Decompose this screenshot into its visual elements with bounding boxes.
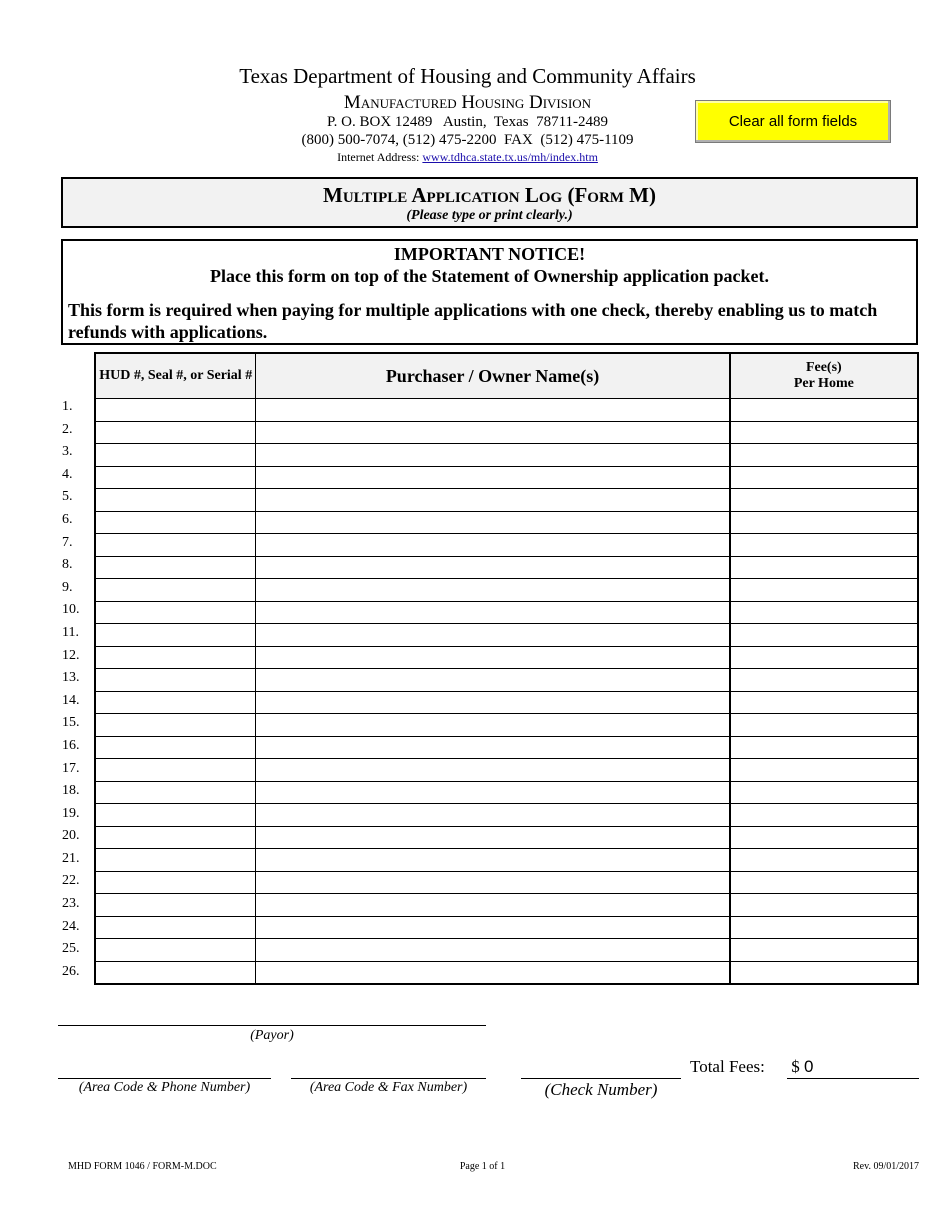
fee-input[interactable] <box>730 466 918 489</box>
fee-input[interactable] <box>730 669 918 692</box>
row-number: 1. <box>62 399 73 414</box>
fax-number-field[interactable] <box>291 1078 486 1079</box>
hud-seal-serial-input[interactable] <box>95 444 256 467</box>
row-number: 25. <box>62 941 80 957</box>
purchaser-owner-input[interactable] <box>256 669 730 692</box>
row-number: 7. <box>62 534 73 550</box>
hud-seal-serial-input[interactable] <box>95 579 256 602</box>
fee-input[interactable] <box>730 894 918 917</box>
fee-input[interactable] <box>730 556 918 579</box>
purchaser-owner-input[interactable] <box>256 444 730 467</box>
row-number: 15. <box>62 715 80 731</box>
purchaser-owner-input[interactable] <box>256 624 730 647</box>
hud-seal-serial-input[interactable] <box>95 849 256 872</box>
table-row <box>95 534 918 557</box>
row-number: 18. <box>62 783 80 799</box>
hud-seal-serial-input[interactable] <box>95 871 256 894</box>
hud-seal-serial-input[interactable] <box>95 466 256 489</box>
row-number: 10. <box>62 602 80 618</box>
website-link[interactable]: www.tdhca.state.tx.us/mh/index.htm <box>422 150 598 164</box>
row-number: 4. <box>62 466 73 482</box>
fee-input[interactable] <box>730 444 918 467</box>
table-row <box>95 871 918 894</box>
purchaser-owner-input[interactable] <box>256 646 730 669</box>
purchaser-owner-input[interactable] <box>256 579 730 602</box>
purchaser-owner-input[interactable] <box>256 759 730 782</box>
header-hud-seal-serial: HUD #, Seal #, or Serial # <box>95 353 256 399</box>
row-number: 11. <box>62 624 79 640</box>
row-number: 21. <box>62 850 80 866</box>
row-number: 20. <box>62 828 80 844</box>
per-home-label: Per Home <box>793 376 854 391</box>
form-subtitle: (Please type or print clearly.) <box>406 208 573 223</box>
table-row <box>95 601 918 624</box>
fee-input[interactable] <box>730 489 918 512</box>
fees-label: Fee(s) <box>805 360 842 375</box>
purchaser-owner-input[interactable] <box>256 826 730 849</box>
hud-seal-serial-input[interactable] <box>95 714 256 737</box>
application-log-table <box>94 352 919 985</box>
fee-input[interactable] <box>730 511 918 534</box>
row-number: 17. <box>62 760 80 776</box>
fee-input[interactable] <box>730 646 918 669</box>
fee-input[interactable] <box>730 781 918 804</box>
purchaser-owner-input[interactable] <box>256 714 730 737</box>
table-row <box>95 579 918 602</box>
table-row <box>95 556 918 579</box>
hud-seal-serial-input[interactable] <box>95 669 256 692</box>
purchaser-owner-input[interactable] <box>256 601 730 624</box>
fee-input[interactable] <box>730 736 918 759</box>
fee-input[interactable] <box>730 624 918 647</box>
row-number: 24. <box>62 918 80 934</box>
phone-number-label: (Area Code & Phone Number) <box>78 1080 251 1095</box>
fee-input[interactable] <box>730 691 918 714</box>
hud-seal-serial-input[interactable] <box>95 961 256 984</box>
table-row <box>95 489 918 512</box>
fee-input[interactable] <box>730 601 918 624</box>
revision-date: Rev. 09/01/2017 <box>852 1161 919 1172</box>
important-notice-box <box>61 239 918 345</box>
purchaser-owner-input[interactable] <box>256 399 730 422</box>
row-number: 12. <box>62 647 80 663</box>
row-number: 6. <box>62 511 73 527</box>
hud-seal-serial-input[interactable] <box>95 781 256 804</box>
row-number: 13. <box>62 670 80 686</box>
hud-seal-serial-input[interactable] <box>95 736 256 759</box>
hud-seal-serial-input[interactable] <box>95 894 256 917</box>
purchaser-owner-input[interactable] <box>256 511 730 534</box>
mailing-address: P. O. BOX 12489 Austin, Texas 78711-2489 <box>326 114 609 130</box>
hud-seal-serial-input[interactable] <box>95 691 256 714</box>
purchaser-owner-input[interactable] <box>256 421 730 444</box>
row-number: 8. <box>62 557 73 573</box>
table-row <box>95 736 918 759</box>
table-row <box>95 849 918 872</box>
table-row <box>95 646 918 669</box>
fee-input[interactable] <box>730 579 918 602</box>
purchaser-owner-input[interactable] <box>256 939 730 962</box>
hud-seal-serial-input[interactable] <box>95 916 256 939</box>
row-number-column <box>62 396 92 983</box>
form-title-box <box>61 177 918 228</box>
hud-seal-serial-input[interactable] <box>95 489 256 512</box>
purchaser-owner-input[interactable] <box>256 736 730 759</box>
currency-symbol: $ <box>791 1057 800 1076</box>
table-body <box>95 399 918 985</box>
hud-seal-serial-input[interactable] <box>95 624 256 647</box>
table-header-row <box>95 353 918 399</box>
table-row <box>95 624 918 647</box>
table-row <box>95 759 918 782</box>
purchaser-owner-input[interactable] <box>256 849 730 872</box>
purchaser-owner-input[interactable] <box>256 556 730 579</box>
row-number: 16. <box>62 737 80 753</box>
purchaser-owner-input[interactable] <box>256 534 730 557</box>
table-row <box>95 781 918 804</box>
purchaser-owner-input[interactable] <box>256 961 730 984</box>
clear-form-button[interactable]: Clear all form fields <box>695 100 891 143</box>
row-number: 3. <box>62 444 73 460</box>
row-number: 22. <box>62 873 80 889</box>
payor-label: (Payor) <box>250 1028 294 1043</box>
purchaser-owner-input[interactable] <box>256 489 730 512</box>
hud-seal-serial-input[interactable] <box>95 939 256 962</box>
fax-number-label: (Area Code & Fax Number) <box>309 1080 468 1095</box>
total-fees-label: Total Fees: <box>690 1057 765 1076</box>
hud-seal-serial-input[interactable] <box>95 601 256 624</box>
hud-seal-serial-input[interactable] <box>95 804 256 827</box>
table-row <box>95 961 918 984</box>
row-number: 2. <box>62 421 73 437</box>
agency-name: Texas Department of Housing and Community Affairs <box>239 64 696 88</box>
purchaser-owner-input[interactable] <box>256 916 730 939</box>
hud-seal-serial-input[interactable] <box>95 399 256 422</box>
purchaser-owner-input[interactable] <box>256 466 730 489</box>
phone-numbers: (800) 500-7074, (512) 475-2200 FAX (512) 475-1109 <box>301 132 634 148</box>
row-number: 26. <box>62 963 80 979</box>
form-title: Multiple Application Log (Form M) <box>323 183 656 207</box>
purchaser-owner-input[interactable] <box>256 804 730 827</box>
row-number: 19. <box>62 805 80 821</box>
internet-label: Internet Address: <box>337 150 423 164</box>
payor-signature-line[interactable] <box>58 1025 486 1026</box>
hud-seal-serial-input[interactable] <box>95 534 256 557</box>
page-number: Page 1 of 1 <box>459 1161 506 1172</box>
fee-input[interactable] <box>730 871 918 894</box>
hud-seal-serial-input[interactable] <box>95 556 256 579</box>
total-fees-underline <box>787 1078 919 1079</box>
fee-input[interactable] <box>730 939 918 962</box>
fee-input[interactable] <box>730 421 918 444</box>
table-row <box>95 669 918 692</box>
total-fees-field[interactable] <box>787 1057 919 1077</box>
form-number: MHD FORM 1046 / FORM-M.DOC <box>68 1161 217 1172</box>
row-number: 23. <box>62 896 80 912</box>
row-number: 9. <box>62 579 73 595</box>
table-row <box>95 466 918 489</box>
fee-input[interactable] <box>730 916 918 939</box>
table-row <box>95 399 918 422</box>
table-row <box>95 939 918 962</box>
fee-input[interactable] <box>730 804 918 827</box>
internet-address <box>0 150 935 165</box>
header-purchaser-owner: Purchaser / Owner Name(s) <box>256 353 730 399</box>
table-row <box>95 691 918 714</box>
table-row <box>95 894 918 917</box>
fee-input[interactable] <box>730 849 918 872</box>
division-name: Manufactured Housing Division <box>343 92 592 113</box>
fee-input[interactable] <box>730 714 918 737</box>
row-number: 5. <box>62 489 73 505</box>
hud-seal-serial-input[interactable] <box>95 511 256 534</box>
purchaser-owner-input[interactable] <box>256 894 730 917</box>
purchaser-owner-input[interactable] <box>256 781 730 804</box>
check-number-label: (Check Number) <box>544 1080 658 1099</box>
fee-input[interactable] <box>730 826 918 849</box>
notice-line-1: Place this form on top of the Statement of Ownership application packet. <box>210 266 769 286</box>
purchaser-owner-input[interactable] <box>256 871 730 894</box>
table-row <box>95 804 918 827</box>
notice-line-2: This form is required when paying for multiple applications with one check, thereby enabling us to match refunds with applications. <box>68 300 878 342</box>
fee-input[interactable] <box>730 759 918 782</box>
table-row <box>95 511 918 534</box>
notice-heading: IMPORTANT NOTICE! <box>393 244 586 264</box>
fee-input[interactable] <box>730 534 918 557</box>
hud-seal-serial-input[interactable] <box>95 826 256 849</box>
table-row <box>95 714 918 737</box>
header-fees-per-home <box>730 353 918 399</box>
hud-seal-serial-input[interactable] <box>95 421 256 444</box>
check-number-field[interactable] <box>521 1078 681 1079</box>
table-row <box>95 826 918 849</box>
hud-seal-serial-input[interactable] <box>95 759 256 782</box>
table-row <box>95 916 918 939</box>
phone-number-field[interactable] <box>58 1078 271 1079</box>
table-row <box>95 421 918 444</box>
total-fees-value: 0 <box>804 1057 814 1076</box>
table-row <box>95 444 918 467</box>
purchaser-owner-input[interactable] <box>256 691 730 714</box>
row-number: 14. <box>62 692 80 708</box>
fee-input[interactable] <box>730 399 918 422</box>
hud-seal-serial-input[interactable] <box>95 646 256 669</box>
fee-input[interactable] <box>730 961 918 984</box>
